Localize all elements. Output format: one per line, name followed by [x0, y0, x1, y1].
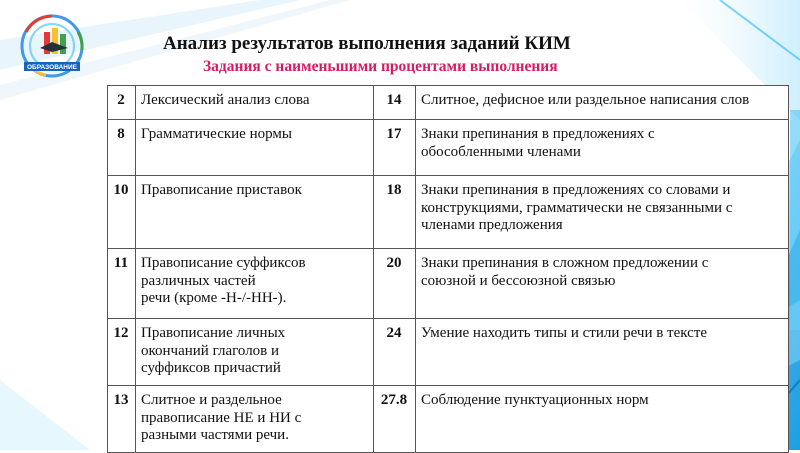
task-number-cell: 12: [108, 319, 136, 386]
task-number-cell: 11: [108, 249, 136, 319]
page-subtitle: Задания с наименьшими процентами выполнения: [203, 58, 558, 75]
logo-text: ОБРАЗОВАНИЕ: [27, 64, 77, 71]
task-description-cell: Правописание приставок: [136, 176, 374, 249]
task-number-cell: 18: [374, 176, 416, 249]
task-description-cell: Грамматические нормы: [136, 120, 374, 176]
task-description-cell: Умение находить типы и стили речи в тексте: [416, 319, 789, 386]
table-row: [108, 386, 789, 453]
table-row: [108, 86, 789, 120]
page-title: Анализ результатов выполнения заданий КИМ: [163, 33, 571, 54]
task-description-cell: Правописание суффиксов различных частей речи (кроме -Н-/-НН-).: [136, 249, 374, 319]
table-row: [108, 249, 789, 319]
task-number-cell: 17: [374, 120, 416, 176]
task-number-cell: 24: [374, 319, 416, 386]
table-row: [108, 120, 789, 176]
task-number-cell: 2: [108, 86, 136, 120]
task-description-cell: Знаки препинания в предложениях со словами и конструкциями, грамматически не связанными с членами предложения: [416, 176, 789, 249]
task-number-cell: 20: [374, 249, 416, 319]
task-number-cell: 14: [374, 86, 416, 120]
task-number-cell: 13: [108, 386, 136, 453]
education-logo-icon: [6, 2, 98, 92]
task-description-cell: Слитное, дефисное или раздельное написания слов: [416, 86, 789, 120]
task-description-cell: Лексический анализ слова: [136, 86, 374, 120]
table-row: [108, 176, 789, 249]
task-number-cell: 27.8: [374, 386, 416, 453]
task-description-cell: Знаки препинания в сложном предложении с союзной и бессоюзной связью: [416, 249, 789, 319]
task-description-cell: Соблюдение пунктуационных норм: [416, 386, 789, 453]
task-number-cell: 8: [108, 120, 136, 176]
task-description-cell: Знаки препинания в предложениях с обособленными членами: [416, 120, 789, 176]
task-description-cell: Правописание личных окончаний глаголов и суффиксов причастий: [136, 319, 374, 386]
table-row: [108, 319, 789, 386]
task-number-cell: 10: [108, 176, 136, 249]
task-description-cell: Слитное и раздельное правописание НЕ и НИ с разными частями речи.: [136, 386, 374, 453]
results-table: [107, 85, 789, 453]
